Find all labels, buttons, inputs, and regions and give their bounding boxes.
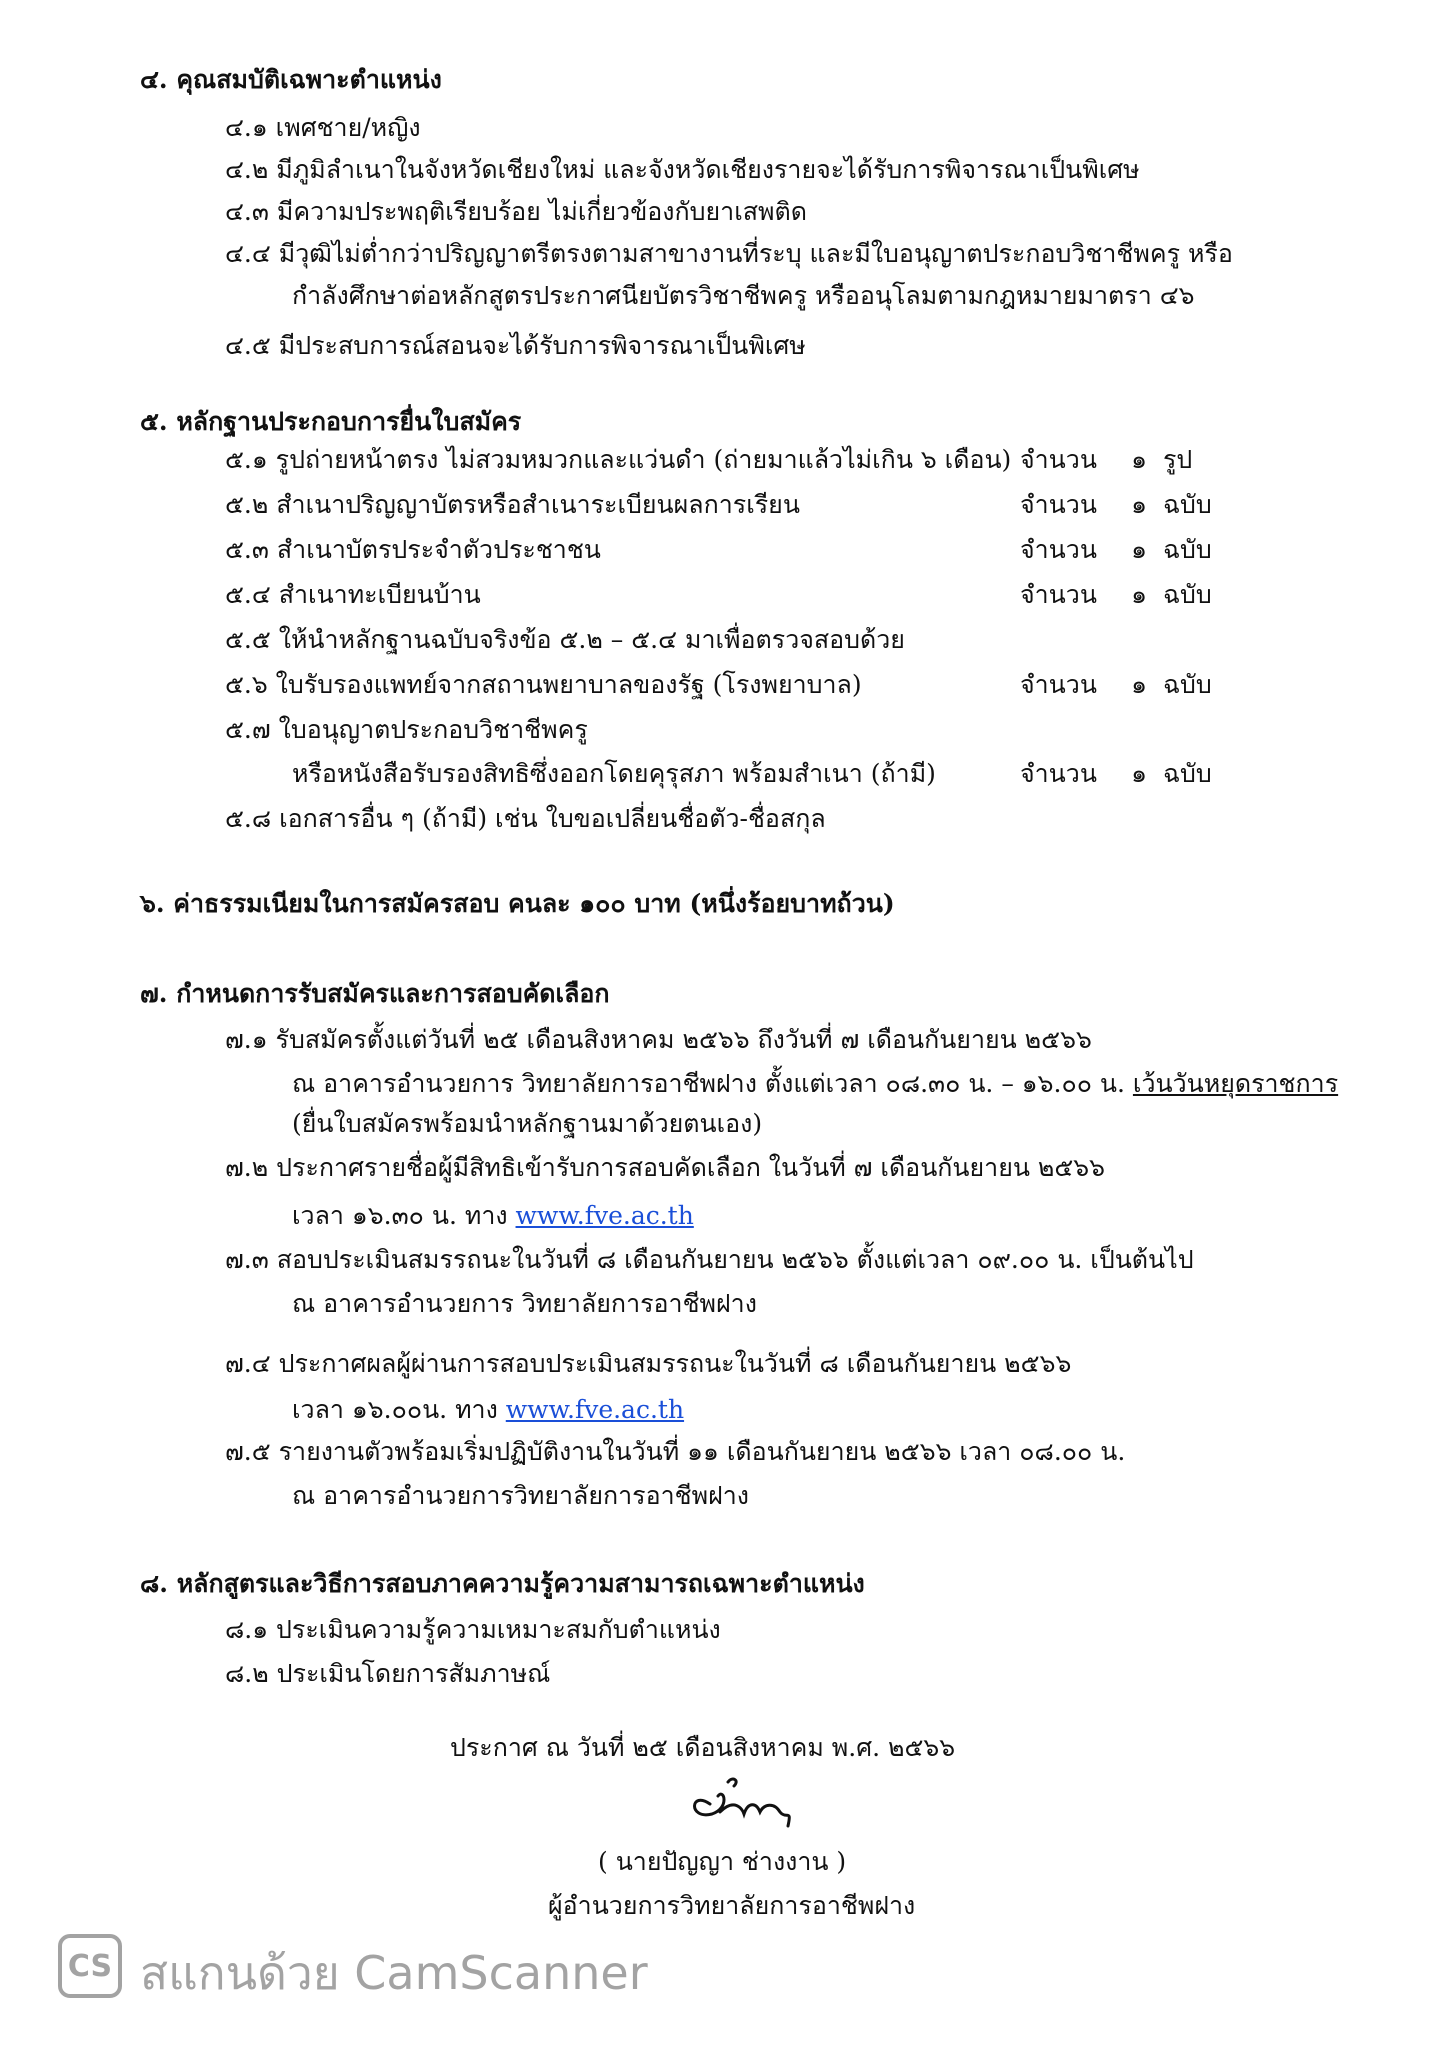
qty-word: จำนวน: [1020, 580, 1097, 609]
section-4-title: ๔. คุณสมบัติเฉพาะตำแหน่ง: [140, 65, 442, 94]
item-7-2: ๗.๒ ประกาศรายชื่อผู้มีสิทธิเข้ารับการสอบคัดเลือก ในวันที่ ๗ เดือนกันยายน ๒๕๖๖: [225, 1153, 1106, 1182]
qty-unit: ฉบับ: [1163, 670, 1212, 699]
item-7-1-note: (ยื่นใบสมัครพร้อมนำหลักฐานมาด้วยตนเอง): [292, 1109, 763, 1138]
item-7-2-time: [292, 1200, 694, 1232]
item-7-4-time-text: เวลา ๑๖.๐๐น. ทาง: [292, 1395, 498, 1424]
item-8-1: ๘.๑ ประเมินความรู้ความเหมาะสมกับตำแหน่ง: [225, 1615, 721, 1644]
announce-date: ประกาศ ณ วันที่ ๒๕ เดือนสิงหาคม พ.ศ. ๒๕๖๖: [450, 1733, 956, 1762]
qty-word: จำนวน: [1020, 490, 1097, 519]
qty-5-2: [1020, 489, 1212, 521]
item-5-4: ๕.๔ สำเนาทะเบียนบ้าน: [225, 580, 481, 609]
qty-number: ๑: [1131, 759, 1147, 788]
qty-unit: ฉบับ: [1163, 759, 1212, 788]
item-4-1: ๔.๑ เพศชาย/หญิง: [225, 113, 421, 142]
camscanner-watermark: สแกนด้วย CamScanner: [140, 1946, 648, 2000]
qty-number: ๑: [1131, 490, 1147, 519]
qty-number: ๑: [1131, 580, 1147, 609]
holiday-note: เว้นวันหยุดราชการ: [1132, 1069, 1339, 1098]
item-4-4-cont: กำลังศึกษาต่อหลักสูตรประกาศนียบัตรวิชาชีพครู หรืออนุโลมตามกฎหมายมาตรา ๔๖: [292, 281, 1195, 310]
item-5-7-cont: หรือหนังสือรับรองสิทธิซึ่งออกโดยคุรุสภา พร้อมสำเนา (ถ้ามี): [292, 759, 936, 788]
section-7-title: ๗. กำหนดการรับสมัครและการสอบคัดเลือก: [140, 979, 610, 1008]
item-7-1: ๗.๑ รับสมัครตั้งแต่วันที่ ๒๕ เดือนสิงหาคม ๒๕๖๖ ถึงวันที่ ๗ เดือนกันยายน ๒๕๖๖: [225, 1025, 1092, 1054]
section-5-title: ๕. หลักฐานประกอบการยื่นใบสมัคร: [140, 407, 522, 436]
qty-5-1: [1020, 444, 1192, 476]
item-5-2: ๕.๒ สำเนาปริญญาบัตรหรือสำเนาระเบียนผลการเรียน: [225, 490, 800, 519]
qty-word: จำนวน: [1020, 445, 1097, 474]
item-5-8: ๕.๘ เอกสารอื่น ๆ (ถ้ามี) เช่น ใบขอเปลี่ยนชื่อตัว-ชื่อสกุล: [225, 804, 826, 833]
qty-number: ๑: [1131, 445, 1147, 474]
qty-word: จำนวน: [1020, 670, 1097, 699]
signature-mark: [670, 1768, 810, 1838]
qty-5-7: [1020, 758, 1212, 790]
signer-name: ( นายปัญญา ช่างงาน ): [598, 1847, 847, 1876]
item-4-3: ๔.๓ มีความประพฤติเรียบร้อย ไม่เกี่ยวข้องกับยาเสพติด: [225, 197, 807, 226]
section-6-title: ๖. ค่าธรรมเนียมในการสมัครสอบ คนละ ๑๐๐ บาท (หนึ่งร้อยบาทถ้วน): [140, 889, 895, 918]
qty-unit: ฉบับ: [1163, 580, 1212, 609]
item-7-4-time: [292, 1394, 684, 1426]
section-8-title: ๘. หลักสูตรและวิธีการสอบภาคความรู้ความสามารถเฉพาะตำแหน่ง: [140, 1569, 865, 1598]
item-8-2: ๘.๒ ประเมินโดยการสัมภาษณ์: [225, 1659, 551, 1688]
item-7-1-location-text: ณ อาคารอำนวยการ วิทยาลัยการอาชีพฝาง ตั้งแต่เวลา ๐๘.๓๐ น. – ๑๖.๐๐ น.: [292, 1069, 1125, 1098]
website-link[interactable]: www.fve.ac.th: [515, 1201, 694, 1230]
qty-number: ๑: [1131, 535, 1147, 564]
item-7-2-time-text: เวลา ๑๖.๓๐ น. ทาง: [292, 1201, 508, 1230]
item-7-5-location: ณ อาคารอำนวยการวิทยาลัยการอาชีพฝาง: [292, 1481, 749, 1510]
qty-5-3: [1020, 534, 1212, 566]
qty-5-6: [1020, 669, 1212, 701]
signer-position: ผู้อำนวยการวิทยาลัยการอาชีพฝาง: [548, 1891, 916, 1920]
qty-unit: ฉบับ: [1163, 490, 1212, 519]
website-link[interactable]: www.fve.ac.th: [505, 1395, 685, 1424]
item-4-4: ๔.๔ มีวุฒิไม่ต่ำกว่าปริญญาตรีตรงตามสาขางานที่ระบุ และมีใบอนุญาตประกอบวิชาชีพครู หรือ: [225, 239, 1233, 268]
qty-unit: รูป: [1163, 445, 1193, 474]
item-7-5: ๗.๕ รายงานตัวพร้อมเริ่มปฏิบัติงานในวันที่ ๑๑ เดือนกันยายน ๒๕๖๖ เวลา ๐๘.๐๐ น.: [225, 1437, 1126, 1466]
qty-unit: ฉบับ: [1163, 535, 1212, 564]
camscanner-logo: CS: [58, 1934, 122, 1998]
item-7-3-location: ณ อาคารอำนวยการ วิทยาลัยการอาชีพฝาง: [292, 1289, 757, 1318]
item-5-3: ๕.๓ สำเนาบัตรประจำตัวประชาชน: [225, 535, 601, 564]
item-4-2: ๔.๒ มีภูมิลำเนาในจังหวัดเชียงใหม่ และจังหวัดเชียงรายจะได้รับการพิจารณาเป็นพิเศษ: [225, 155, 1140, 184]
item-7-4: ๗.๔ ประกาศผลผู้ผ่านการสอบประเมินสมรรถนะในวันที่ ๘ เดือนกันยายน ๒๕๖๖: [225, 1349, 1072, 1378]
qty-number: ๑: [1131, 670, 1147, 699]
item-5-7: ๕.๗ ใบอนุญาตประกอบวิชาชีพครู: [225, 715, 588, 744]
item-5-6: ๕.๖ ใบรับรองแพทย์จากสถานพยาบาลของรัฐ (โรงพยาบาล): [225, 670, 862, 699]
qty-word: จำนวน: [1020, 759, 1097, 788]
item-5-5: ๕.๕ ให้นำหลักฐานฉบับจริงข้อ ๕.๒ – ๕.๔ มาเพื่อตรวจสอบด้วย: [225, 625, 905, 654]
item-7-1-location: [292, 1068, 1338, 1100]
item-4-5: ๔.๕ มีประสบการณ์สอนจะได้รับการพิจารณาเป็นพิเศษ: [225, 331, 806, 360]
qty-5-4: [1020, 579, 1212, 611]
qty-word: จำนวน: [1020, 535, 1097, 564]
item-7-3: ๗.๓ สอบประเมินสมรรถนะในวันที่ ๘ เดือนกันยายน ๒๕๖๖ ตั้งแต่เวลา ๐๙.๐๐ น. เป็นต้นไป: [225, 1245, 1194, 1274]
item-5-1: ๕.๑ รูปถ่ายหน้าตรง ไม่สวมหมวกและแว่นดำ (ถ่ายมาแล้วไม่เกิน ๖ เดือน): [225, 445, 1012, 474]
